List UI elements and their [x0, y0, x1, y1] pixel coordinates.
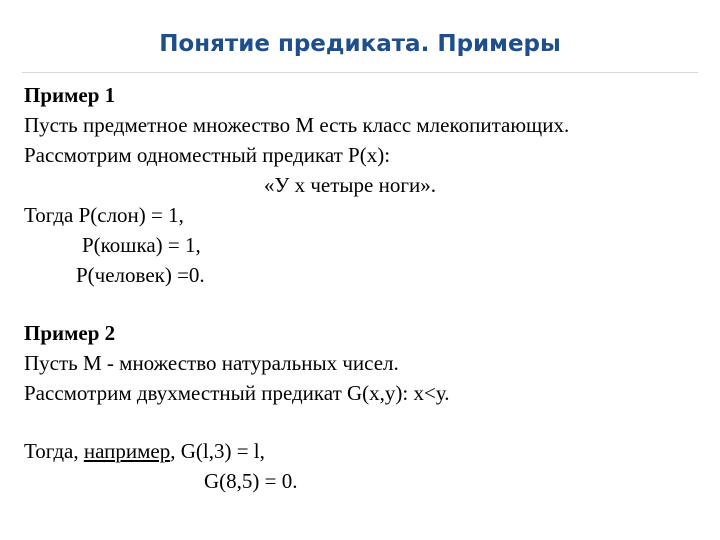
example-2-heading: Пример 2 [24, 321, 116, 345]
example-1-line-1: Пусть предметное множество М есть класс млекопитающих. [24, 113, 570, 137]
slide-title: Понятие предиката. Примеры [159, 31, 561, 57]
spacer [24, 408, 704, 436]
example-2-line-2: Рассмотрим двухместный предикат G(х,у): х<у. [24, 381, 450, 405]
slide-body [24, 80, 704, 496]
example-2-line-1: Пусть М - множество натуральных чисел. [24, 351, 399, 375]
example-1-line-2: Рассмотрим одноместный предикат Р(х): [24, 143, 391, 167]
example-1-heading: Пример 1 [24, 83, 116, 107]
title-divider [22, 72, 698, 73]
example-1-line-4: Тогда Р(слон) = 1, [24, 203, 184, 227]
example-2-underlined-word: например [83, 439, 171, 463]
example-1-line-3: «У х четыре ноги». [264, 173, 436, 197]
example-2-line-3-suffix: , G(l,3) = l, [170, 439, 265, 463]
example-1-line-5: Р(кошка) = 1, [82, 233, 201, 257]
spacer [24, 290, 704, 318]
example-2-line-4: G(8,5) = 0. [204, 469, 298, 493]
example-2-line-3-prefix: Тогда, [24, 439, 84, 463]
example-1-line-6: Р(человек) =0. [76, 263, 205, 287]
example-2-line-3 [24, 436, 704, 466]
